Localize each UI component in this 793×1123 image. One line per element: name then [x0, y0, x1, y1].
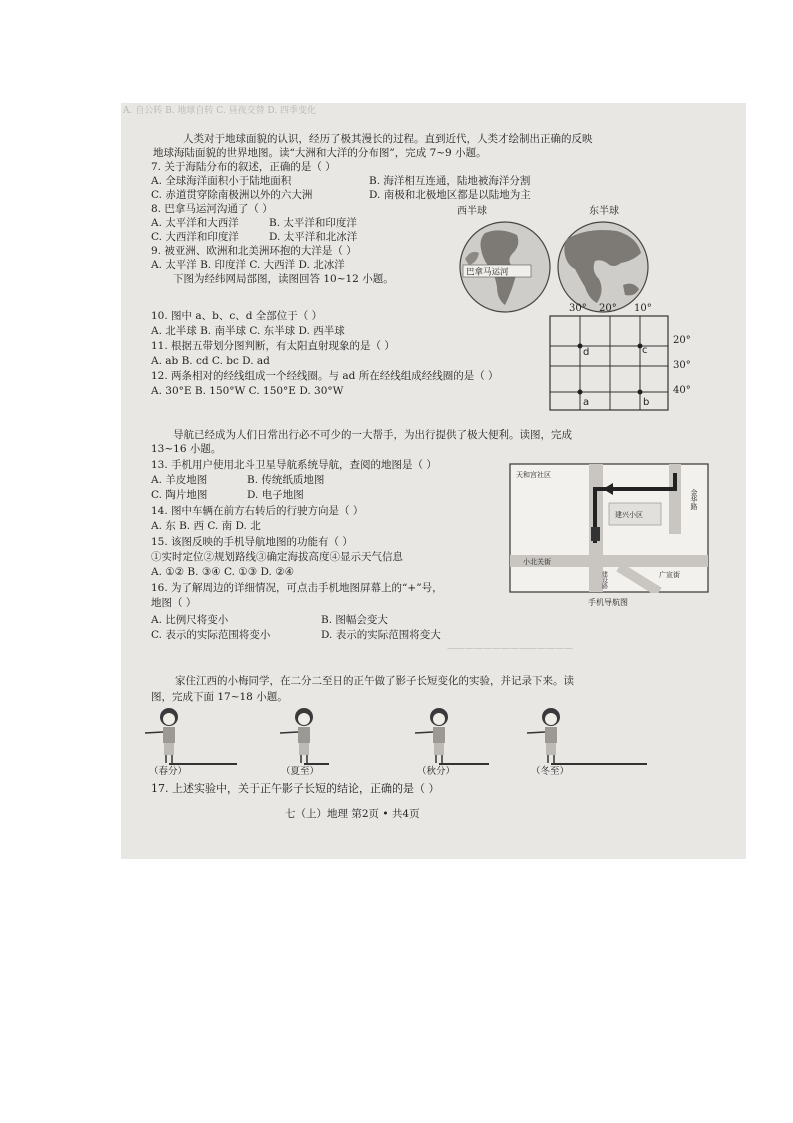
panama-canal-label: 巴拿马运河	[466, 267, 509, 278]
q10-options: A. 北半球 B. 南半球 C. 东半球 D. 西半球	[151, 325, 345, 337]
west-hemisphere-label: 西半球	[457, 206, 487, 217]
intro-line1: 人类对于地球面貌的认识，经历了极其漫长的过程。直到近代，人类才绘制出正确的反映	[183, 133, 593, 145]
q14-options: A. 东 B. 西 C. 南 D. 北	[151, 520, 261, 532]
q7-b: B. 海洋相互连通，陆地被海洋分割	[369, 175, 531, 187]
q11-options: A. ab B. cd C. bc D. ad	[151, 355, 270, 367]
grid-right-label-30: 30°	[673, 360, 691, 371]
grid-top-label-10: 10°	[634, 303, 652, 314]
q10-stem: 10. 图中 a、b、c、d 全部位于（ ）	[151, 310, 323, 322]
point-d: d	[583, 347, 590, 358]
point-a: a	[583, 397, 590, 408]
faint-text: A. 自公转 B. 地球自转 C. 昼夜交替 D. 四季变化	[123, 106, 317, 116]
shadow-experiment-figure	[139, 703, 649, 775]
q8-a: A. 太平洋和大西洋	[151, 217, 239, 229]
label-jinhua: 金华路	[690, 489, 698, 510]
q15-options: A. ①② B. ③④ C. ①③ D. ②④	[151, 566, 295, 578]
q7-stem: 7. 关于海陆分布的叙述，正确的是（ ）	[151, 161, 336, 173]
grid-intro: 下图为经纬网局部图，读图回答 10~12 小题。	[173, 273, 394, 285]
label-jianxing: 建兴小区	[615, 511, 643, 519]
faint-text: ——————————————	[447, 644, 573, 654]
q9-options: A. 太平洋 B. 印度洋 C. 大西洋 D. 北冰洋	[151, 259, 345, 271]
q15-items: ①实时定位②规划路线③确定海拔高度④显示天气信息	[151, 551, 403, 563]
q8-d: D. 太平洋和北冰洋	[269, 231, 358, 243]
east-hemisphere-label: 东半球	[589, 206, 619, 217]
q8-c: C. 大西洋和印度洋	[151, 231, 239, 243]
q16-c: C. 表示的实际范围将变小	[151, 629, 271, 641]
q9-stem: 9. 被亚洲、欧洲和北美洲环抱的大洋是（ ）	[151, 245, 357, 257]
hemisphere-map	[457, 219, 653, 315]
label-spring-equinox: （春分）	[149, 766, 188, 777]
q13-d: D. 电子地图	[247, 489, 304, 501]
label-guangxuan: 广宣街	[659, 571, 680, 579]
q7-a: A. 全球海洋面积小于陆地面积	[151, 175, 292, 187]
grid-top-label-30: 30°	[569, 303, 587, 314]
q12-options: A. 30°E B. 150°W C. 150°E D. 30°W	[151, 385, 344, 397]
grid-top-label-20: 20°	[599, 303, 617, 314]
q13-stem: 13. 手机用户使用北斗卫星导航系统导航，查阅的地图是（ ）	[151, 459, 437, 471]
phone-navigation-map	[509, 463, 709, 593]
label-jianshe: 建设路	[600, 571, 608, 589]
grid-right-label-20: 20°	[673, 335, 691, 346]
lat-long-grid	[549, 315, 669, 411]
exam-paper	[121, 103, 746, 859]
q7-c: C. 赤道贯穿除南极洲以外的六大洲	[151, 189, 313, 201]
q8-stem: 8. 巴拿马运河沟通了（ ）	[151, 203, 273, 215]
grid-right-label-40: 40°	[673, 385, 691, 396]
q13-b: B. 传统纸质地图	[247, 474, 325, 486]
shadow-intro-line1: 家住江西的小梅同学，在二分二至日的正午做了影子长短变化的实验，并记录下来。读	[175, 675, 574, 687]
intro-line2: 地球海陆面貌的世界地图。读“大洲和大洋的分布图”，完成 7~9 小题。	[153, 147, 487, 159]
q11-stem: 11. 根据五带划分图判断，有太阳直射现象的是（ ）	[151, 340, 395, 352]
q16-d: D. 表示的实际范围将变大	[321, 629, 441, 641]
navmap-caption: 手机导航图	[588, 598, 628, 607]
q7-d: D. 南极和北极地区都是以陆地为主	[369, 189, 531, 201]
q12-stem: 12. 两条相对的经线组成一个经线圈。与 ad 所在经线组成经线圈的是（ ）	[151, 370, 499, 382]
q14-stem: 14. 图中车辆在前方右转后的行驶方向是（ ）	[151, 505, 364, 517]
q17-stem: 17. 上述实验中，关于正午影子长短的结论，正确的是（ ）	[151, 782, 440, 795]
point-c: c	[642, 345, 648, 356]
q15-stem: 15. 该图反映的手机导航地图的功能有（ ）	[151, 536, 353, 548]
q16-a: A. 比例尺将变小	[151, 614, 229, 626]
label-xiaobeiguan: 小北关街	[523, 558, 551, 566]
q16-stem: 16. 为了解周边的详细情况，可点击手机地图屏幕上的“+”号，	[151, 582, 443, 594]
label-autumn-equinox: （秋分）	[417, 766, 456, 777]
q13-a: A. 羊皮地图	[151, 474, 208, 486]
q13-c: C. 陶片地图	[151, 489, 208, 501]
label-winter-solstice: （冬至）	[531, 766, 570, 777]
label-summer-solstice: （夏至）	[281, 766, 320, 777]
label-tianhe: 天和宫社区	[516, 471, 551, 479]
nav-intro-line2: 13~16 小题。	[151, 443, 222, 455]
q8-b: B. 太平洋和印度洋	[269, 217, 357, 229]
nav-intro-line1: 导航已经成为人们日常出行必不可少的一大帮手，为出行提供了极大便利。读图，完成	[173, 429, 572, 441]
point-b: b	[643, 397, 650, 408]
q16-stem2: 地图（ ）	[151, 597, 197, 609]
shadow-intro-line2: 图，完成下面 17~18 小题。	[151, 691, 288, 703]
q16-b: B. 图幅会变大	[321, 614, 388, 626]
page-footer: 七（上）地理 第2页 • 共4页	[285, 808, 420, 820]
